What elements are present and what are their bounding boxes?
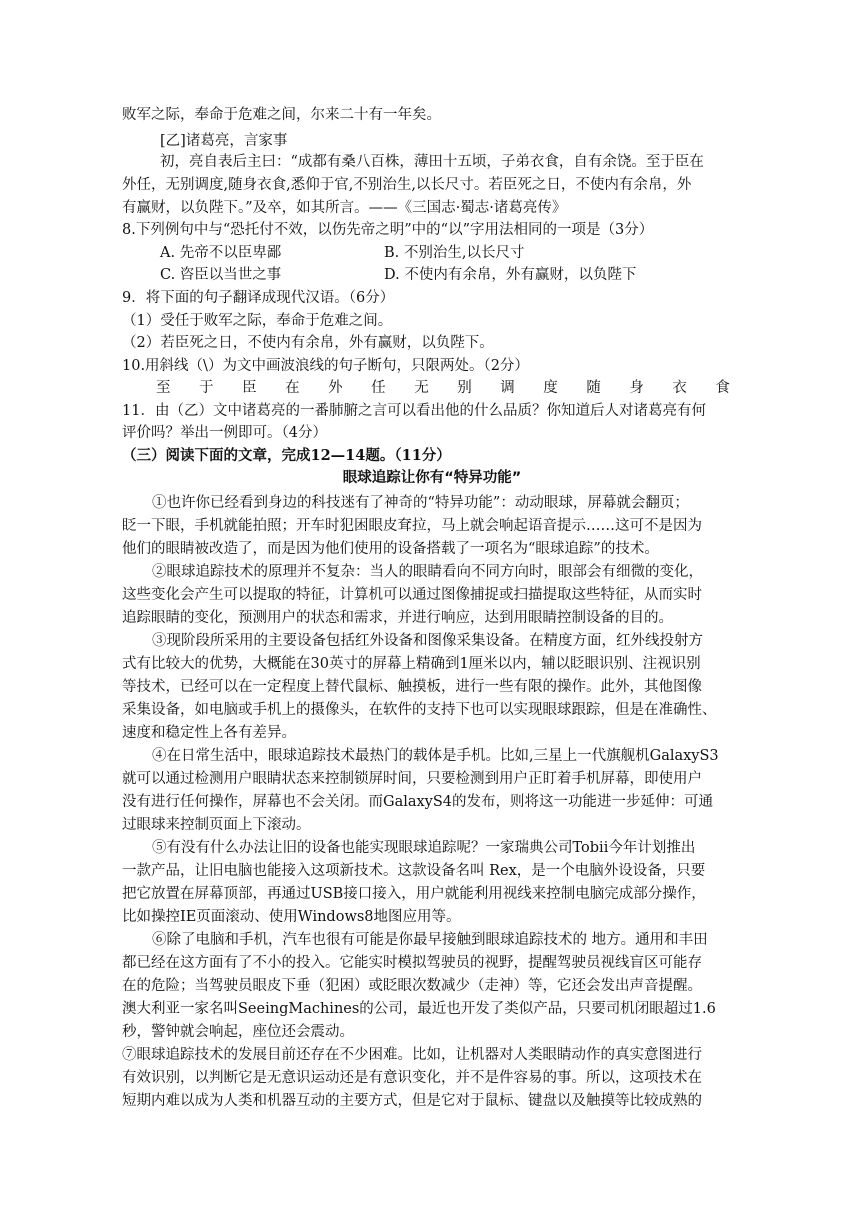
p6-line-3: 在的危险；当驾驶员眼皮下垂（犯困）或眨眼次数减少（走神）等，它还会发出声音提醒。: [122, 978, 702, 994]
q10-char: 度: [543, 380, 558, 396]
p3-line-2: 式有比较大的优势，大概能在30英寸的屏幕上精确到1厘米以内，辅以眨眼识别、注视识别: [122, 656, 701, 672]
q10-char: 臣: [242, 380, 257, 396]
p7-line-3: 短期内难以成为人类和机器互动的主要方式，但是它对于鼠标、键盘以及触摸等比较成熟的: [122, 1093, 702, 1109]
p7-line-1: ⑦眼球追踪技术的发展目前还存在不少困难。比如，让机器对人类眼睛动作的真实意图进行: [122, 1047, 702, 1063]
q10-char: 外: [328, 380, 343, 396]
q10-char: 身: [629, 380, 644, 396]
q10-char: 食: [715, 380, 730, 396]
q10-char: 至: [156, 380, 171, 396]
p1-line-1: ①也许你已经看到身边的科技迷有了神奇的“特异功能”：动动眼球，屏幕就会翻页；: [152, 495, 689, 511]
p4-line-4: 过眼球来控制页面上下滚动。: [122, 817, 311, 833]
q8-option-d: D. 不使内有余帛，外有赢财，以负陛下: [384, 267, 637, 283]
q10-stem: 10.用斜线（\）为文中画波浪线的句子断句，只限两处。（2分）: [122, 358, 529, 374]
p3-line-5: 速度和稳定性上各有差异。: [122, 725, 296, 741]
p4-line-2: 就可以通过检测用户眼睛状态来控制锁屏时间，只要检测到用户正盯着手机屏幕，即使用户: [122, 771, 702, 787]
q8-option-a: A. 先帝不以臣卑鄙: [160, 245, 282, 261]
q10-char: 任: [371, 380, 386, 396]
q9-sentence-1: （1）受任于败军之际，奉命于危难之间。: [122, 313, 393, 329]
p5-line-3: 把它放置在屏幕顶部，再通过USB接口接入，用户就能利用视线来控制电脑完成部分操作，: [122, 886, 706, 902]
q10-char: 调: [500, 380, 515, 396]
article-title: 眼球追踪让你有“特异功能”: [342, 470, 522, 486]
p6-line-4: 澳大利亚一家名叫SeeingMachines的公司，最近也开发了类似产品，只要司机闭眼超过1.6: [122, 1001, 716, 1017]
p6-line-1: ⑥除了电脑和手机，汽车也很有可能是你最早接触到眼球追踪技术的 地方。通用和丰田: [152, 932, 708, 948]
p5-line-4: 比如操控IE页面滚动、使用Windows8地图应用等。: [122, 909, 461, 925]
q9-stem: 9．将下面的句子翻译成现代汉语。（6分）: [122, 290, 395, 306]
p2-line-2: 这些变化会产生可以提取的特征，计算机可以通过图像捕捉或扫描提取这些特征，从而实时: [122, 587, 702, 603]
p5-line-2: 一款产品，让旧电脑也能接入这项新技术。这款设备名叫 Rex，是一个电脑外设设备，只要: [122, 863, 706, 879]
q10-char: 在: [285, 380, 300, 396]
p5-line-1: ⑤有没有什么办法让旧的设备也能实现眼球追踪呢？一家瑞典公司Tobii今年计划推出: [152, 840, 696, 856]
q11-line-2: 评价吗？举出一例即可。（4分）: [122, 425, 327, 441]
q10-char: 别: [457, 380, 472, 396]
p4-line-1: ④在日常生活中，眼球追踪技术最热门的载体是手机。比如,三星上一代旗舰机GalaxyS3: [152, 748, 719, 764]
q9-sentence-2: （2）若臣死之日，不使内有余帛，外有赢财，以负陛下。: [122, 335, 494, 351]
p4-line-3: 没有进行任何操作，屏幕也不会关闭。而GalaxyS4的发布，则将这一功能进一步延伸：可通: [122, 794, 714, 810]
q8-stem: 8.下列例句中与“恐托付不效，以伤先帝之明”中的“以”字用法相同的一项是（3分）: [122, 222, 654, 238]
p6-line-2: 都已经在这方面有了不小的投入。它能实时模拟驾驶员的视野，提醒驾驶员视线盲区可能存: [122, 955, 702, 971]
p2-line-1: ②眼球追踪技术的原理并不复杂：当人的眼睛看向不同方向时，眼部会有细微的变化，: [152, 564, 703, 580]
q10-char: 衣: [672, 380, 687, 396]
p1-line-2: 眨一下眼，手机就能拍照；开车时犯困眼皮耷拉，马上就会响起语音提示……这可不是因为: [122, 518, 702, 534]
yi-heading: [乙]诸葛亮，言家事: [160, 133, 288, 149]
p1-line-3: 他们的眼睛被改造了，而是因为他们使用的设备搭载了一项名为“眼球追踪”的技术。: [122, 541, 659, 557]
yi-line-3: 有赢财，以负陛下。”及卒，如其所言。——《三国志·蜀志·诸葛亮传》: [122, 200, 567, 216]
p3-line-1: ③现阶段所采用的主要设备包括红外设备和图像采集设备。在精度方面，红外线投射方: [152, 633, 703, 649]
yi-line-2: 外任，无别调度,随身衣食,悉仰于官,不别治生,以长尺寸。若臣死之日，不使内有余帛，外: [122, 177, 692, 193]
q8-option-c: C. 咨臣以当世之事: [160, 267, 282, 283]
yi-line-1: 初，亮自表后主曰：“成都有桑八百株，薄田十五顷，子弟衣食，自有余饶。至于臣在: [160, 154, 704, 170]
q11-line-1: 11．由（乙）文中诸葛亮的一番肺腑之言可以看出他的什么品质？你知道后人对诸葛亮有何: [122, 403, 706, 419]
p3-line-3: 等技术，已经可以在一定程度上替代鼠标、触摸板，进行一些有限的操作。此外，其他图像: [122, 679, 702, 695]
p2-line-3: 追踪眼睛的变化，预测用户的状态和需求，并进行响应，达到用眼睛控制设备的目的。: [122, 610, 673, 626]
q8-option-b: B. 不别治生,以长尺寸: [384, 245, 525, 261]
p6-line-5: 秒，警钟就会响起，座位还会震动。: [122, 1024, 354, 1040]
passage-end-line: 败军之际，奉命于危难之间，尔来二十有一年矣。: [122, 107, 441, 123]
p7-line-2: 有效识别，以判断它是无意识运动还是有意识变化，并不是件容易的事。所以，这项技术在: [122, 1070, 702, 1086]
q10-sentence: [156, 377, 730, 399]
q10-char: 无: [414, 380, 429, 396]
q10-char: 随: [586, 380, 601, 396]
p3-line-4: 采集设备，如电脑或手机上的摄像头，在软件的支持下也可以实现眼球跟踪，但是在准确性、: [122, 702, 717, 718]
q10-char: 于: [199, 380, 214, 396]
section-3-heading: （三）阅读下面的文章，完成12—14题。（11分）: [122, 447, 451, 464]
